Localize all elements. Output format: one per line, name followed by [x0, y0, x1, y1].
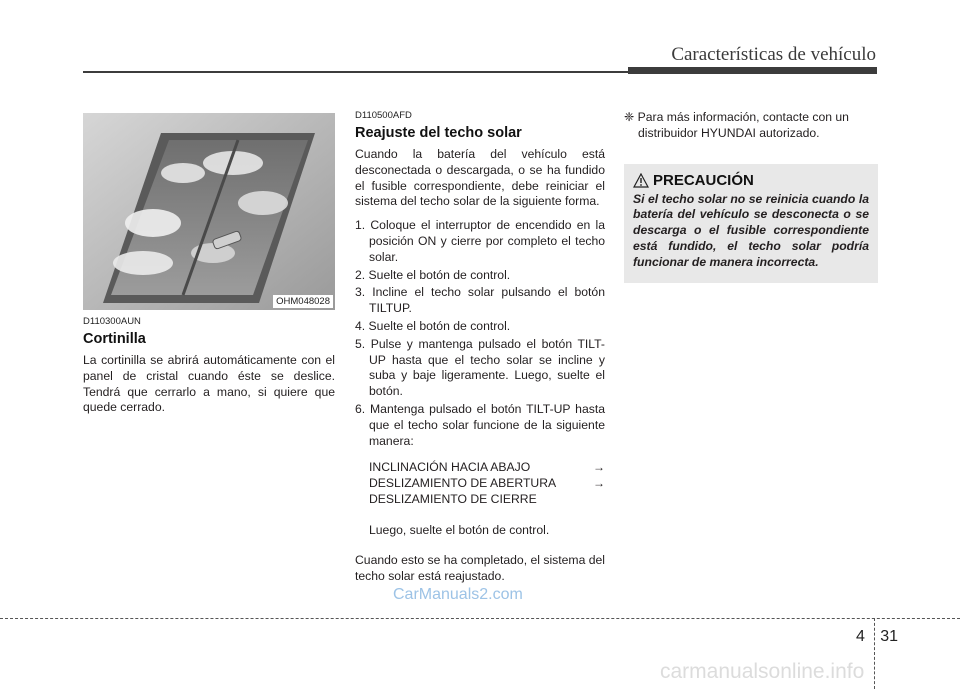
after-text: Luego, suelte el botón de control. — [369, 523, 550, 538]
page-number: 31 — [880, 628, 898, 645]
section-code: D110300AUN — [83, 316, 141, 327]
step-item: 2. Suelte el botón de control. — [355, 267, 511, 282]
sunroof-illustration — [83, 113, 335, 310]
page-header-title: Características de vehículo — [671, 44, 876, 65]
section-title: Reajuste del techo solar — [355, 125, 522, 141]
step-item: 1. Coloque el interruptor de encendido en la posición ON y cierre por completo el techo solar. — [355, 218, 605, 264]
section-text: La cortinilla se abrirá automáticamente con el panel de cristal cuando éste se deslice. Tendrá que cerrarlo a mano, si quiere que quede cerrado. — [83, 353, 335, 415]
section-intro: Cuando la batería del vehículo está desconectada o descargada, o se ha fundido el fusible correspondiente, debe reiniciar el sistema del techo solar de la siguiente forma. — [355, 147, 605, 209]
step-item: 4. Suelte el botón de control. — [355, 318, 511, 333]
sequence-item: INCLINACIÓN HACIA ABAJO — [369, 460, 531, 475]
caution-text: Si el techo solar no se reinicia cuando la batería del vehículo se desconecta o se descarga o el fusible correspondiente está fundido, el techo solar podría funcionar de manera incorrecta. — [633, 191, 869, 269]
header-rule-accent — [628, 67, 877, 74]
watermark: CarManuals2.com — [393, 586, 523, 603]
warning-triangle-icon — [633, 173, 649, 188]
step-item: 3. Incline el techo solar pulsando el botón TILTUP. — [355, 285, 605, 316]
chapter-number: 4 — [856, 628, 865, 645]
arrow-right-icon: → — [593, 476, 605, 491]
arrow-right-icon: → — [593, 460, 605, 475]
info-note: ❈ Para más información, contacte con un distribuidor HYUNDAI autorizado. — [624, 110, 849, 140]
sequence-item: DESLIZAMIENTO DE CIERRE — [369, 492, 537, 507]
sequence-item: DESLIZAMIENTO DE ABERTURA — [369, 476, 557, 491]
info-column — [624, 110, 878, 283]
section-reajuste — [355, 110, 605, 585]
sequence — [369, 459, 605, 507]
step-item: 6. Mantenga pulsado el botón TILT-UP hasta que el techo solar funcione de la siguiente manera: — [355, 401, 605, 448]
final-text: Cuando esto se ha completado, el sistema del techo solar está reajustado. — [355, 553, 605, 584]
photo-code: OHM048028 — [273, 295, 333, 308]
caution-box — [624, 164, 878, 283]
steps-list — [355, 218, 605, 449]
sunroof-photo — [83, 113, 335, 310]
caution-title: PRECAUCIÓN — [653, 171, 754, 189]
footer-rule — [0, 618, 960, 619]
caution-header — [633, 172, 869, 189]
footer-divider — [874, 618, 875, 689]
step-item: 5. Pulse y mantenga pulsado el botón TILT-UP hasta que el techo solar se incline y suba y baje ligeramente. Luego, suelte el botón. — [355, 336, 605, 399]
section-code: D110500AFD — [355, 110, 412, 121]
section-title: Cortinilla — [83, 331, 146, 347]
header-rule — [83, 71, 628, 73]
section-cortinilla — [83, 316, 335, 416]
site-watermark: carmanualsonline.info — [660, 660, 865, 683]
